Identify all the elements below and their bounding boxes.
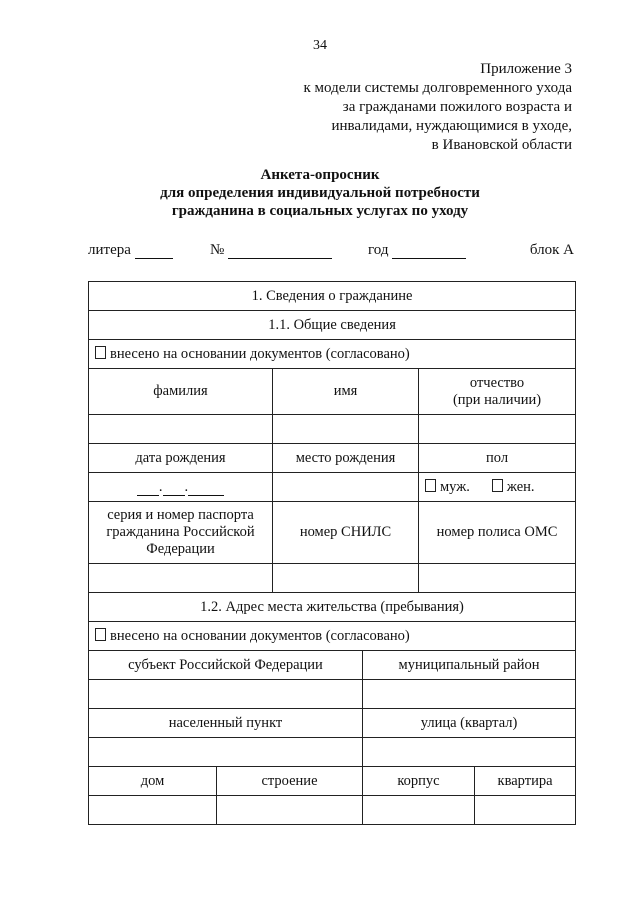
surname-header: фамилия [89,369,273,415]
title-line: гражданина в социальных услугах по уходу [171,203,469,219]
appendix-line: за гражданами пожилого возраста и [342,99,572,115]
page-number: 34 [313,38,327,53]
birth-date-input[interactable]: . . [89,473,273,502]
year-blank[interactable] [392,244,466,259]
docs-confirm-row-1 [89,340,576,369]
patronymic-label: отчество [469,374,525,391]
region-input[interactable] [89,680,363,709]
litera-field [88,242,173,259]
meta-row [88,242,574,262]
sex-header: пол [419,444,576,473]
patronymic-input[interactable] [419,415,576,444]
apartment-header: квартира [475,767,576,796]
litera-label: литера [88,242,131,258]
district-header: муниципальный район [363,651,576,680]
title-line: для определения индивидуальной потребности [160,185,480,201]
sex-male-label: муж. [440,478,470,495]
title-line: Анкета-опросник [260,167,380,183]
locality-header: населенный пункт [89,709,363,738]
docs-confirm-checkbox-1[interactable] [95,346,106,359]
section1-1-title: 1.1. Общие сведения [89,311,576,340]
birth-month-blank[interactable] [163,482,185,496]
apartment-input[interactable] [475,796,576,825]
year-field [368,242,466,259]
sex-male-checkbox[interactable] [425,479,436,492]
number-field [210,242,332,259]
passport-label-line: серия и номер паспорта [107,507,254,523]
house-header: дом [89,767,217,796]
section1-title: 1. Сведения о гражданине [89,282,576,311]
docs-confirm-label-1: внесено на основании документов (согласовано) [110,345,410,362]
street-header: улица (квартал) [363,709,576,738]
appendix-line: в Ивановской области [431,137,572,153]
oms-input[interactable] [419,564,576,593]
birth-day-blank[interactable] [137,482,159,496]
patronymic-header [419,369,576,415]
house-input[interactable] [89,796,217,825]
docs-confirm-label-2: внесено на основании документов (согласовано) [110,627,410,644]
passport-label-line: гражданина Российской [106,524,255,540]
locality-input[interactable] [89,738,363,767]
name-header: имя [273,369,419,415]
year-label: год [368,242,389,258]
building-input[interactable] [217,796,363,825]
birth-place-input[interactable] [273,473,419,502]
sex-female-checkbox[interactable] [492,479,503,492]
birth-year-blank[interactable] [188,482,224,496]
appendix-line: инвалидами, нуждающимися в уходе, [331,118,572,134]
birth-date-header: дата рождения [89,444,273,473]
sex-female-label: жен. [506,478,535,495]
appendix-line: к модели системы долговременного ухода [303,80,572,96]
docs-confirm-row-2 [89,622,576,651]
section1-2-title: 1.2. Адрес места жительства (пребывания) [89,593,576,622]
name-input[interactable] [273,415,419,444]
block-label: блок А [529,242,574,258]
litera-blank[interactable] [135,244,173,259]
number-label: № [210,242,225,258]
surname-input[interactable] [89,415,273,444]
patronymic-note: (при наличии) [452,391,542,408]
korpus-input[interactable] [363,796,475,825]
snils-header: номер СНИЛС [273,502,419,564]
appendix-header [304,60,572,155]
docs-confirm-checkbox-2[interactable] [95,628,106,641]
building-header: строение [217,767,363,796]
passport-label-line: Федерации [146,541,215,557]
snils-input[interactable] [273,564,419,593]
district-input[interactable] [363,680,576,709]
korpus-header: корпус [363,767,475,796]
passport-header [89,502,273,564]
oms-header: номер полиса ОМС [419,502,576,564]
citizen-info-form [88,281,576,825]
passport-input[interactable] [89,564,273,593]
birth-place-header: место рождения [273,444,419,473]
document-title [0,166,640,220]
street-input[interactable] [363,738,576,767]
sex-options [419,473,576,502]
appendix-line: Приложение 3 [480,61,572,77]
region-header: субъект Российской Федерации [89,651,363,680]
number-blank[interactable] [228,244,332,259]
